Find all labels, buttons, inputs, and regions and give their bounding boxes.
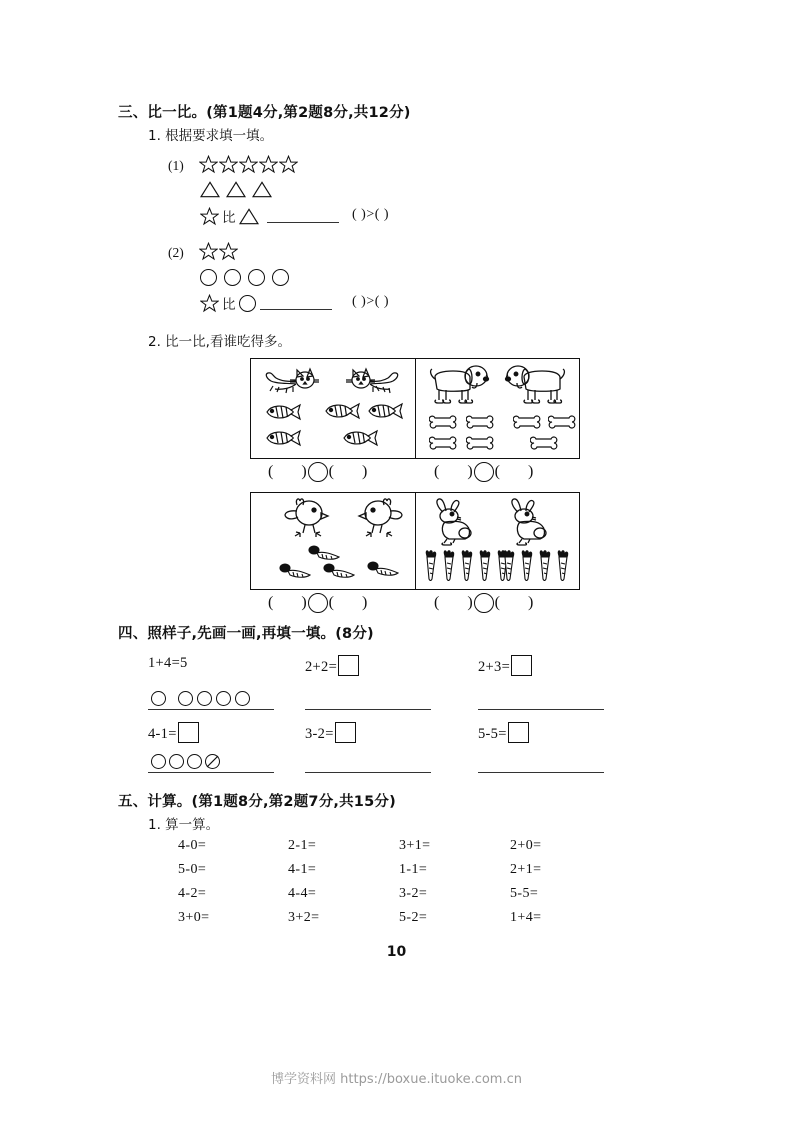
section-four-cell-0-drawing[interactable] [151, 691, 250, 706]
carrot-icon [478, 549, 492, 587]
q1-item-1-compare-row [200, 206, 339, 226]
calc-cell[interactable]: 4-1= [288, 862, 317, 877]
circle-icon [239, 295, 256, 312]
q1-item-1-triangles-row [200, 181, 278, 198]
star-icon [199, 242, 218, 261]
calc-cell[interactable]: 5-2= [399, 910, 428, 925]
circle-icon [224, 269, 241, 286]
q1-item-2-circles-row [200, 269, 296, 286]
bone-icon [429, 415, 457, 434]
calc-cell[interactable]: 2+1= [510, 862, 542, 877]
triangle-icon [200, 181, 220, 198]
bone-icon [429, 436, 457, 455]
carrot-icon [556, 549, 570, 587]
section-four-cell-2-equation: 2+3= [478, 659, 511, 675]
bone-icon [466, 436, 494, 455]
triangle-icon [239, 208, 259, 225]
section-four-cell-3-equation: 4-1= [148, 726, 177, 742]
q1-item-1-stars-row [199, 155, 299, 174]
answer-paren-close: ) [527, 463, 534, 480]
answer-box[interactable] [178, 722, 199, 743]
worm-icon [365, 561, 401, 582]
star-icon [200, 294, 219, 313]
bone-icon [466, 415, 494, 434]
footer-watermark: 博学资料网 https://boxue.ituoke.com.cn [271, 1072, 522, 1087]
calc-cell[interactable]: 1+4= [510, 910, 542, 925]
carrot-icon [442, 549, 456, 587]
bone-icon [548, 415, 576, 434]
calc-cell[interactable]: 4-2= [178, 886, 207, 901]
picture-box-row-2 [250, 492, 580, 590]
circle-icon [151, 754, 166, 769]
q1-item-2-compare-word: 比 [222, 297, 236, 313]
circle-icon [235, 691, 250, 706]
answer-group-dogs[interactable] [434, 462, 533, 482]
circle-icon [178, 691, 193, 706]
answer-paren-open: ( [268, 594, 274, 611]
calc-cell[interactable]: 3+0= [178, 910, 210, 925]
comparison-circle[interactable] [308, 462, 328, 482]
carrot-icon [460, 549, 474, 587]
q1-item-2-answer-blank[interactable] [260, 296, 332, 310]
fish-icon [323, 402, 361, 425]
answer-box[interactable] [511, 655, 532, 676]
q1-item-2-relation[interactable]: ( )>( ) [352, 294, 390, 309]
picture-box-row-1 [250, 358, 580, 459]
circle-icon [272, 269, 289, 286]
comparison-circle[interactable] [308, 593, 328, 613]
answer-paren-open: ( [494, 594, 500, 611]
cat-icon [263, 364, 321, 399]
carrot-icon [502, 549, 516, 587]
circle-icon [200, 269, 217, 286]
rabbit-icon [431, 498, 481, 551]
answer-box[interactable] [508, 722, 529, 743]
chick-icon [279, 497, 331, 544]
star-icon [200, 207, 219, 226]
answer-group-chicks[interactable] [268, 593, 367, 613]
circle-icon [197, 691, 212, 706]
answer-paren-open: ( [434, 463, 440, 480]
circle-icon [169, 754, 184, 769]
triangle-icon [252, 181, 272, 198]
comparison-circle[interactable] [474, 462, 494, 482]
bone-icon [513, 415, 541, 434]
dog-icon [429, 363, 491, 412]
carrot-icon [520, 549, 534, 587]
answer-paren-open: ( [328, 594, 334, 611]
q1-item-1-answer-blank[interactable] [267, 209, 339, 223]
circle-icon [151, 691, 166, 706]
star-icon [259, 155, 278, 174]
section-four-cell-4 [305, 722, 356, 743]
fish-icon [264, 403, 302, 426]
section-four-cell-2 [478, 655, 532, 676]
section-four-cell-5-equation: 5-5= [478, 726, 507, 742]
dog-icon [504, 363, 566, 412]
q1-item-1-label: (1) [168, 158, 184, 173]
calc-cell[interactable]: 5-0= [178, 862, 207, 877]
circle-icon [248, 269, 265, 286]
star-icon [199, 155, 218, 174]
fish-icon [366, 402, 404, 425]
page-number: 10 [386, 944, 407, 960]
chick-icon [356, 497, 408, 544]
answer-paren-close: ) [467, 463, 473, 480]
calc-cell[interactable]: 3-2= [399, 886, 428, 901]
circle-icon [187, 754, 202, 769]
section-three-q2-heading: 2. 比一比,看谁吃得多。 [148, 334, 291, 350]
draw-line-3[interactable] [148, 772, 274, 773]
triangle-icon [226, 181, 246, 198]
answer-paren-close: ) [301, 594, 307, 611]
section-four-cell-3-drawing[interactable] [151, 754, 220, 769]
star-icon [219, 242, 238, 261]
q1-item-2-label: (2) [168, 245, 184, 260]
cat-icon [343, 364, 401, 399]
section-four-cell-3 [148, 722, 199, 743]
answer-paren-close: ) [361, 463, 368, 480]
calc-cell[interactable]: 2+0= [510, 838, 542, 853]
answer-group-rabbits[interactable] [434, 593, 533, 613]
answer-paren-close: ) [467, 594, 473, 611]
section-four-cell-5 [478, 722, 529, 743]
circle-icon-crossed [205, 754, 220, 769]
section-five-heading: 五、计算。(第1题8分,第2题7分,共15分) [118, 794, 396, 810]
fish-icon [264, 429, 302, 452]
calc-cell[interactable]: 4-0= [178, 838, 207, 853]
comparison-circle[interactable] [474, 593, 494, 613]
worm-icon [321, 563, 357, 584]
draw-line-2[interactable] [478, 709, 604, 710]
fish-icon [341, 429, 379, 452]
panel-divider [415, 359, 416, 458]
draw-line-4[interactable] [305, 772, 431, 773]
panel-divider [415, 493, 416, 589]
circle-icon [216, 691, 231, 706]
section-four-heading: 四、照样子,先画一画,再填一填。(8分) [118, 626, 374, 642]
q1-item-1-compare-word: 比 [222, 210, 236, 226]
q1-item-2-stars-row [199, 242, 239, 261]
section-five-q1-heading: 1. 算一算。 [148, 817, 220, 833]
star-icon [279, 155, 298, 174]
answer-paren-open: ( [494, 463, 500, 480]
section-four-cell-1 [305, 655, 359, 676]
rabbit-icon [506, 498, 556, 551]
calc-cell[interactable]: 1-1= [399, 862, 428, 877]
calc-cell[interactable]: 2-1= [288, 838, 317, 853]
section-four-cell-4-equation: 3-2= [305, 726, 334, 742]
answer-paren-close: ) [527, 594, 534, 611]
star-icon [239, 155, 258, 174]
section-four-cell-1-equation: 2+2= [305, 659, 338, 675]
answer-group-cats[interactable] [268, 462, 367, 482]
carrot-icon [424, 549, 438, 587]
draw-line-0[interactable] [148, 709, 274, 710]
section-three-q1-heading: 1. 根据要求填一填。 [148, 128, 274, 144]
section-four-cell-0-equation: 1+4=5 [148, 655, 188, 671]
answer-paren-open: ( [328, 463, 334, 480]
q1-item-2-compare-row [200, 293, 332, 313]
worm-icon [277, 563, 313, 584]
answer-box[interactable] [338, 655, 359, 676]
answer-paren-close: ) [301, 463, 307, 480]
calc-cell[interactable]: 3+1= [399, 838, 431, 853]
q1-item-1-relation[interactable]: ( )>( ) [352, 207, 390, 222]
calc-cell[interactable]: 4-4= [288, 886, 317, 901]
calc-cell[interactable]: 3+2= [288, 910, 320, 925]
answer-paren-open: ( [268, 463, 274, 480]
calc-cell[interactable]: 5-5= [510, 886, 539, 901]
star-icon [219, 155, 238, 174]
section-three-heading: 三、比一比。(第1题4分,第2题8分,共12分) [118, 105, 411, 121]
answer-paren-close: ) [361, 594, 368, 611]
draw-line-1[interactable] [305, 709, 431, 710]
answer-box[interactable] [335, 722, 356, 743]
carrot-icon [538, 549, 552, 587]
bone-icon [530, 436, 558, 455]
answer-paren-open: ( [434, 594, 440, 611]
draw-line-5[interactable] [478, 772, 604, 773]
